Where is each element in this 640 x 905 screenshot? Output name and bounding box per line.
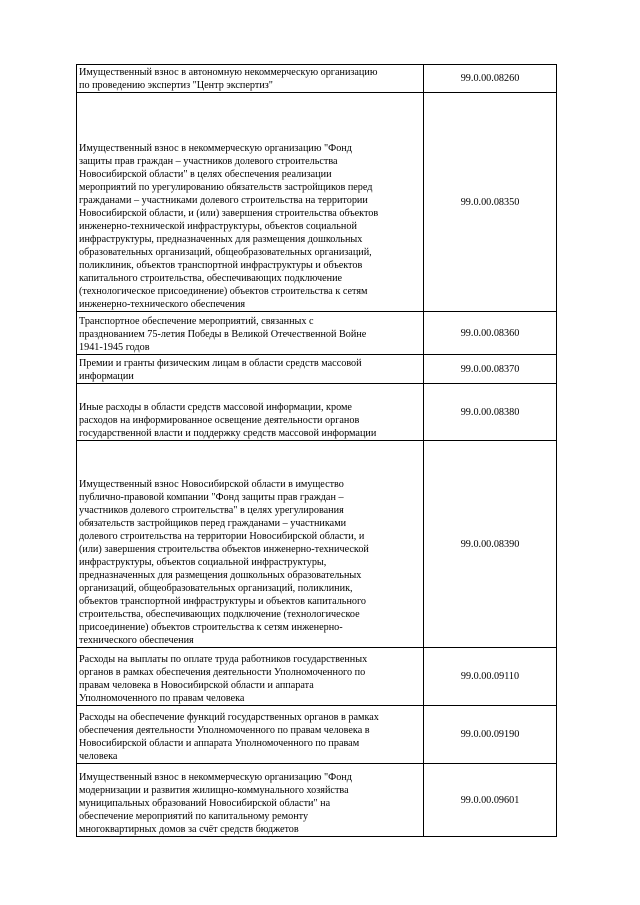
description-line: капитального строительства, обеспечивающих подключение: [79, 273, 343, 284]
description-line: празднованием 75-летия Победы в Великой Отечественной Войне: [79, 329, 367, 340]
description-line: мероприятий по урегулированию обязательств застройщиков перед: [79, 182, 373, 193]
classification-code: 99.0.00.09110: [424, 648, 557, 706]
description-line: присоединение) объектов строительства к сетям инженерно-: [79, 622, 343, 633]
description-line: Расходы на выплаты по оплате труда работников государственных: [79, 654, 368, 665]
description-line: Новосибирской области" в целях обеспечения реализации: [79, 169, 332, 180]
description-line: инженерно-технического обеспечения: [79, 299, 246, 310]
classification-code: 99.0.00.08260: [424, 65, 557, 93]
expense-description: [77, 93, 424, 312]
description-line: Имущественный взнос в некоммерческую организацию "Фонд: [79, 143, 352, 154]
description-line: инфраструктуры, предназначенных для размещения дошкольных: [79, 234, 363, 245]
classification-code: 99.0.00.08370: [424, 355, 557, 384]
expense-description: [77, 441, 424, 648]
description-line: по проведению экспертиз "Центр экспертиз": [79, 80, 273, 91]
table-row: [77, 384, 557, 441]
description-line: Транспортное обеспечение мероприятий, связанных с: [79, 316, 314, 327]
budget-code-table: [76, 64, 557, 837]
table-row: [77, 441, 557, 648]
description-line: обеспечения деятельности Уполномоченного по правам человека в: [79, 725, 370, 736]
description-line: обеспечение мероприятий по капитальному ремонту: [79, 811, 309, 822]
description-line: инженерно-технической инфраструктуры, объектов социальной: [79, 221, 357, 232]
classification-code: 99.0.00.08390: [424, 441, 557, 648]
table-row: [77, 355, 557, 384]
description-line: многоквартирных домов за счёт средств бюджетов: [79, 824, 299, 835]
description-line: государственной власти и поддержку средств массовой информации: [79, 428, 377, 439]
description-line: организаций, общеобразовательных организаций, поликлиник,: [79, 583, 353, 594]
description-line: публично-правовой компании "Фонд защиты прав граждан –: [79, 492, 344, 503]
expense-description: [77, 65, 424, 93]
description-line: человека: [79, 751, 118, 762]
expense-description: [77, 764, 424, 837]
description-line: Имущественный взнос в автономную некоммерческую организацию: [79, 67, 378, 78]
description-line: Имущественный взнос в некоммерческую организацию "Фонд: [79, 772, 352, 783]
description-line: правам человека в Новосибирской области и аппарата: [79, 680, 314, 691]
table-row: [77, 764, 557, 837]
description-line: (технологическое присоединение) объектов строительства к сетям: [79, 286, 368, 297]
classification-code: 99.0.00.08360: [424, 312, 557, 355]
description-line: муниципальных образований Новосибирской области" на: [79, 798, 331, 809]
classification-code: 99.0.00.09190: [424, 706, 557, 764]
description-line: участников долевого строительства" в целях урегулирования: [79, 505, 344, 516]
description-line: гражданами – участниками долевого строительства на территории: [79, 195, 368, 206]
description-line: Иные расходы в области средств массовой информации, кроме: [79, 402, 352, 413]
table-row: [77, 706, 557, 764]
description-line: объектов транспортной инфраструктуры и объектов капитального: [79, 596, 367, 607]
description-line: модернизации и развития жилищно-коммунального хозяйства: [79, 785, 349, 796]
expense-description: [77, 648, 424, 706]
description-line: поликлиник, объектов транспортной инфраструктуры и объектов: [79, 260, 363, 271]
description-line: расходов на информированное освещение деятельности органов: [79, 415, 360, 426]
classification-code: 99.0.00.08350: [424, 93, 557, 312]
description-line: Новосибирской области, и (или) завершения строительства объектов: [79, 208, 379, 219]
description-line: инфраструктуры, объектов социальной инфраструктуры,: [79, 557, 327, 568]
description-line: защиты прав граждан – участников долевого строительства: [79, 156, 338, 167]
description-line: (или) завершения строительства объектов инженерно-технической: [79, 544, 369, 555]
description-line: образовательных организаций, общеобразовательных организаций,: [79, 247, 372, 258]
description-line: органов в рамках обеспечения деятельности Уполномоченного по: [79, 667, 366, 678]
description-line: строительства, обеспечивающих подключение (технологическое: [79, 609, 360, 620]
description-line: информации: [79, 371, 134, 382]
expense-description: [77, 312, 424, 355]
expense-description: [77, 355, 424, 384]
table-row: [77, 65, 557, 93]
table-row: [77, 648, 557, 706]
table-row: [77, 312, 557, 355]
description-line: Имущественный взнос Новосибирской области в имущество: [79, 479, 344, 490]
description-line: Уполномоченного по правам человека: [79, 693, 245, 704]
expense-description: [77, 384, 424, 441]
classification-code: 99.0.00.09601: [424, 764, 557, 837]
table-row: [77, 93, 557, 312]
table-body: [77, 65, 557, 837]
description-line: технического обеспечения: [79, 635, 194, 646]
description-line: долевого строительства на территории Новосибирской области, и: [79, 531, 365, 542]
description-line: предназначенных для размещения дошкольных образовательных: [79, 570, 362, 581]
description-line: Премии и гранты физическим лицам в области средств массовой: [79, 358, 362, 369]
description-line: Расходы на обеспечение функций государственных органов в рамках: [79, 712, 379, 723]
description-line: обязательств застройщиков перед гражданами – участниками: [79, 518, 347, 529]
expense-description: [77, 706, 424, 764]
description-line: 1941-1945 годов: [79, 342, 150, 353]
description-line: Новосибирской области и аппарата Уполномоченного по правам: [79, 738, 360, 749]
classification-code: 99.0.00.08380: [424, 384, 557, 441]
